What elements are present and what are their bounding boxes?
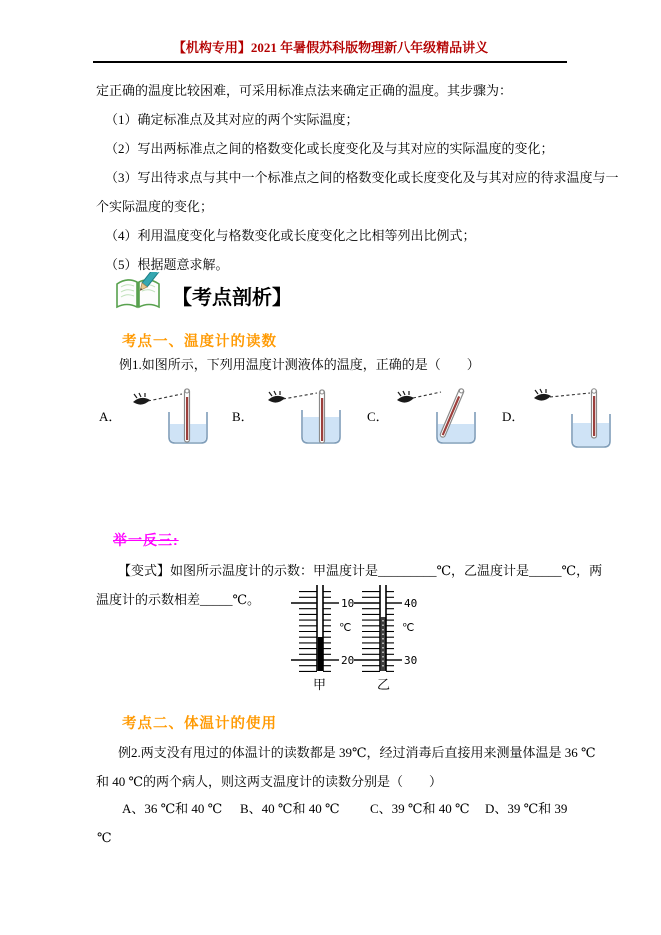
example2-line2: 和 40 ℃的两个病人，则这两支温度计的读数分别是（ ） — [96, 774, 443, 789]
variation-line2: 温度计的示数相差_____℃。 — [96, 592, 261, 607]
book-pencil-icon — [114, 272, 162, 319]
jia-bottom-label: 20 — [341, 654, 355, 667]
example1-figures — [99, 386, 644, 466]
jia-unit-label: ℃ — [339, 621, 352, 634]
analysis-section-title: 【考点剖析】 — [172, 287, 292, 309]
yi-unit-label: ℃ — [402, 621, 415, 634]
thermometer-yi — [354, 585, 417, 692]
intro-paragraph — [96, 76, 619, 279]
option-a: A、36 ℃和 40 ℃ — [122, 801, 223, 816]
analysis-section-header — [114, 272, 292, 319]
intro-step-4: （4）利用温度变化与格数变化或长度变化之比相等列出比例式； — [105, 228, 476, 243]
option-b: B、40 ℃和 40 ℃ — [240, 801, 340, 816]
thermometer-in-beaker-a-icon — [123, 386, 215, 450]
intro-step-2: （2）写出两标准点之间的格数变化或长度变化及与其对应的实际温度的变化； — [105, 141, 554, 156]
example1-text: 例1.如图所示，下列用温度计测液体的温度，正确的是（ ） — [119, 357, 480, 372]
thermometer-in-beaker-d-icon — [526, 386, 618, 454]
figure-option-a — [99, 386, 215, 450]
yi-name-label: 乙 — [377, 677, 391, 692]
option-c: C、39 ℃和 40 ℃ — [370, 801, 470, 816]
figure-a-label: A． — [99, 409, 122, 424]
intro-step-1: （1）确定标准点及其对应的两个实际温度； — [105, 112, 359, 127]
figure-option-d — [502, 386, 618, 454]
jia-top-label: 10 — [341, 597, 355, 610]
yi-top-label: 40 — [404, 597, 418, 610]
scale-thermometers-figure — [286, 583, 436, 700]
variation-heading: 举一反三: — [113, 532, 179, 548]
topic2-heading: 考点二、体温计的使用 — [122, 716, 277, 732]
example2-options — [122, 794, 642, 823]
figure-option-c — [367, 386, 483, 450]
figure-d-label: D． — [502, 409, 525, 424]
example2-line1: 例2.两支没有甩过的体温计的读数都是 39℃，经过消毒后直接用来测量体温是 36 ℃ — [118, 745, 596, 760]
eye-icon — [268, 391, 285, 403]
page-header: 【机构专用】2021 年暑假苏科版物理新八年级精品讲义 — [172, 40, 489, 55]
thermometer-in-beaker-b-icon — [256, 386, 348, 450]
option-d: D、39 ℃和 39 — [485, 801, 568, 816]
figure-b-label: B． — [232, 409, 254, 424]
thermometer-jia — [291, 585, 354, 692]
intro-step-5: （5）根据题意求解。 — [105, 257, 229, 272]
eye-icon — [133, 393, 150, 405]
figure-c-label: C． — [367, 409, 389, 424]
header-divider — [93, 61, 567, 63]
thermometer-in-beaker-c-icon — [391, 386, 483, 450]
intro-line: 定正确的温度比较困难，可采用标准点法来确定正确的温度。其步骤为： — [96, 83, 513, 98]
jia-name-label: 甲 — [313, 677, 327, 692]
eye-icon — [397, 391, 414, 403]
intro-step-3-wrap: 个实际温度的变化； — [96, 199, 214, 214]
option-d-wrap: ℃ — [97, 830, 112, 845]
topic1-heading: 考点一、温度计的读数 — [122, 334, 277, 350]
yi-bottom-label: 30 — [404, 654, 418, 667]
variation-line1: 【变式】如图所示温度计的示数：甲温度计是_________℃，乙温度计是_____℃，两 — [118, 563, 603, 578]
figure-option-b — [232, 386, 348, 450]
eye-icon — [534, 389, 551, 401]
intro-step-3: （3）写出待求点与其中一个标准点之间的格数变化或长度变化及与其对应的待求温度与一 — [105, 170, 619, 185]
